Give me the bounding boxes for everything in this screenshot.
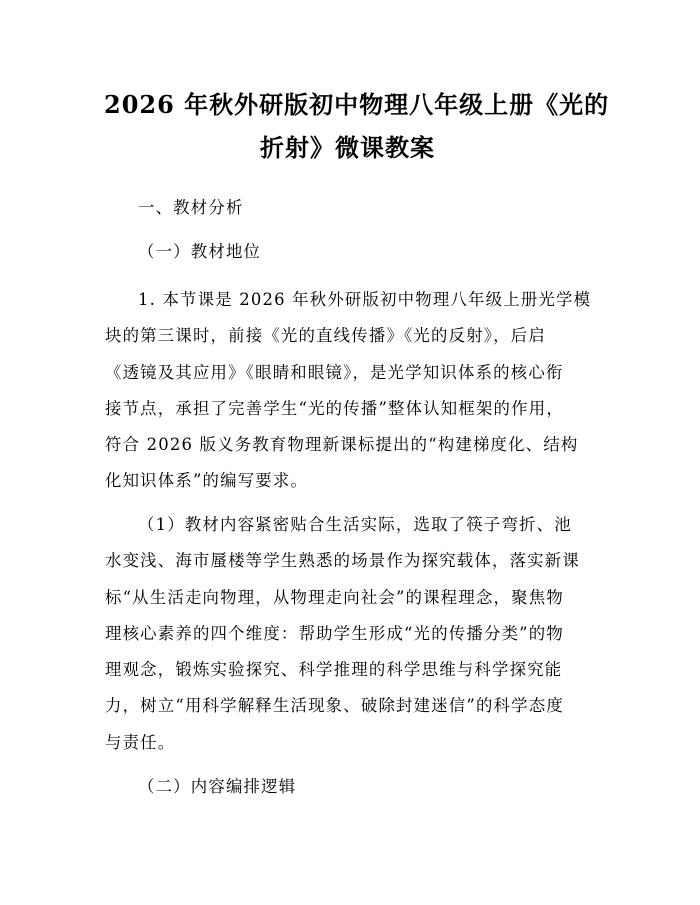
paragraph-2-line: 与责任。 bbox=[105, 732, 176, 752]
subsection-heading-content-logic: （二）内容编排逻辑 bbox=[138, 777, 297, 796]
paragraph-1-line: 符合 2026 版义务教育物理新课标提出的“构建梯度化、结构 bbox=[105, 435, 579, 455]
paragraph-2-line: 水变浅、海市蜃楼等学生熟悉的场景作为探究载体，落实新课 bbox=[105, 551, 580, 571]
paragraph-2 bbox=[105, 507, 600, 761]
paragraph-1-line: 块的第三课时，前接《光的直线传播》《光的反射》，后启 bbox=[105, 326, 546, 346]
paragraph-2-line: 标“从生活走向物理，从物理走向社会”的课程理念，聚焦物 bbox=[105, 587, 564, 607]
paragraph-2-line: （1）教材内容紧密贴合生活实际，选取了筷子弯折、池 bbox=[138, 515, 572, 534]
document-title-line-2: 折射》微课教案 bbox=[260, 133, 435, 162]
paragraph-2-line: 力，树立“用科学解释生活现象、破除封建迷信”的科学态度 bbox=[105, 696, 564, 716]
paragraph-2-line: 理核心素养的四个维度：帮助学生形成“光的传播分类”的物 bbox=[105, 623, 564, 643]
paragraph-1 bbox=[105, 282, 600, 500]
paragraph-1-line: 《透镜及其应用》《眼睛和眼镜》，是光学知识体系的核心衔 bbox=[105, 362, 564, 382]
section-heading-materials-analysis: 一、教材分析 bbox=[138, 198, 244, 217]
paragraph-2-line: 理观念，锻炼实验探究、科学推理的科学思维与科学探究能 bbox=[105, 660, 563, 680]
subsection-heading-materials-status: （一）教材地位 bbox=[138, 242, 262, 261]
paragraph-1-line: 化知识体系”的编写要求。 bbox=[105, 471, 309, 491]
paragraph-1-line: 1. 本节课是 2026 年秋外研版初中物理八年级上册光学模 bbox=[138, 290, 592, 309]
paragraph-1-line: 接节点，承担了完善学生“光的传播”整体认知框架的作用， bbox=[105, 398, 564, 418]
document-title-line-1: 2026 年秋外研版初中物理八年级上册《光的 bbox=[104, 90, 610, 119]
